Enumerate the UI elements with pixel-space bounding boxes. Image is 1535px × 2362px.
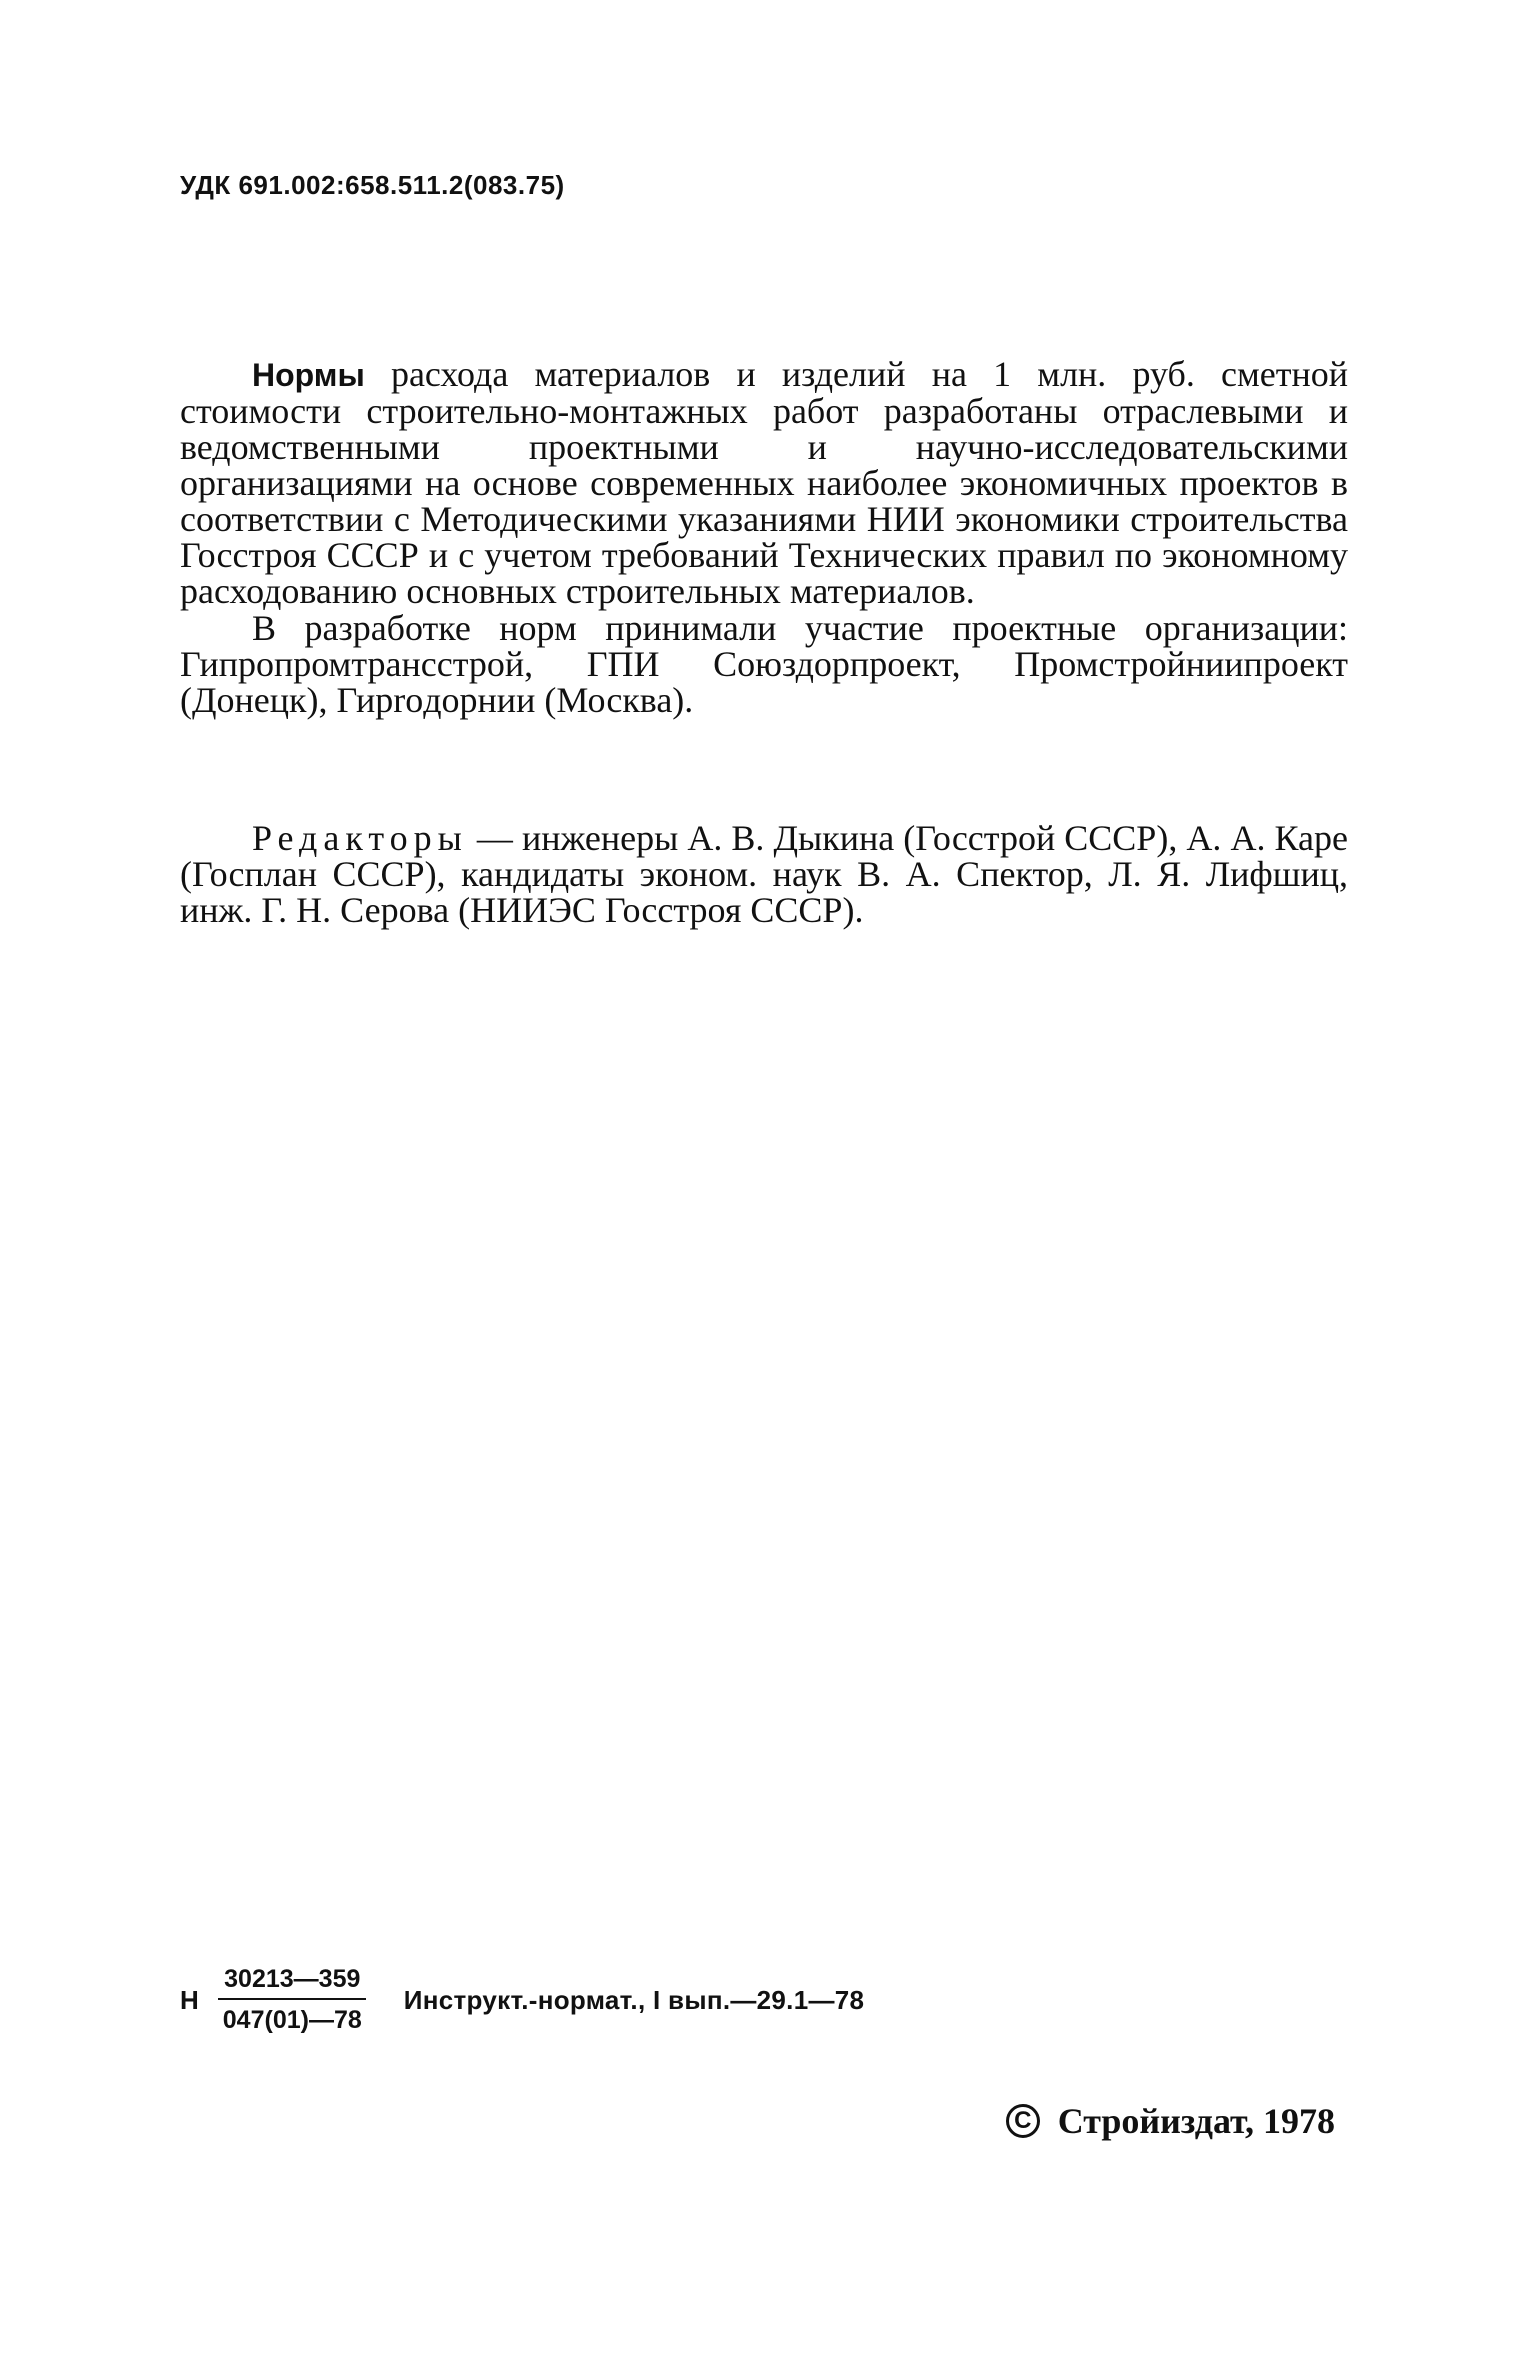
imprint-denominator: 047(01)—78: [222, 2006, 362, 2034]
paragraph-norms-lead: Нормы: [252, 357, 365, 393]
copyright-line: [1006, 2100, 1335, 2142]
editors-credit: [180, 820, 1348, 928]
imprint-series: Инструкт.-нормат., I вып.—29.1—78: [403, 1984, 865, 2015]
imprint-letter: Н: [180, 1984, 199, 2015]
copyright-icon: C: [1006, 2104, 1040, 2138]
imprint-fraction: [217, 1965, 368, 2035]
editors-text: — инженеры А. В. Дыкина (Госстрой СССР), А. А. Каре (Госплан СССР), кандидаты эконом. наук В. А. Спектор, Л. Я. Лифшиц, инж. Г. Н. Серова (НИИЭС Госстроя СССР).: [180, 818, 1348, 930]
udk-code: УДК 691.002:658.511.2(083.75): [180, 170, 565, 200]
copyright-text: Стройиздат, 1978: [1057, 2101, 1335, 2141]
paragraph-norms: [180, 356, 1348, 609]
editors-lead: Редакторы: [252, 818, 468, 858]
imprint-numerator: 30213—359: [218, 1965, 366, 2000]
imprint-code: [180, 1965, 864, 2035]
paragraph-participants: В разработке норм принимали участие проектные организации: Гипропромтрансстрой, ГПИ Союздорпроект, Промстройниипроект (Донецк), Гиproдорнии (Москва).: [180, 608, 1348, 720]
paragraph-norms-text: расхода материалов и изделий на 1 млн. руб. сметной стоимости строительно-монтажных работ разработаны отраслевыми и ведомственными проектными и научно-исследовательскими организациями на основе современных наиболее экономичных проектов в соответствии с Методическими указаниями НИИ экономики строительства Госстроя СССР и с учетом требований Технических правил по экономному расходованию основных строительных материалов.: [180, 354, 1348, 611]
